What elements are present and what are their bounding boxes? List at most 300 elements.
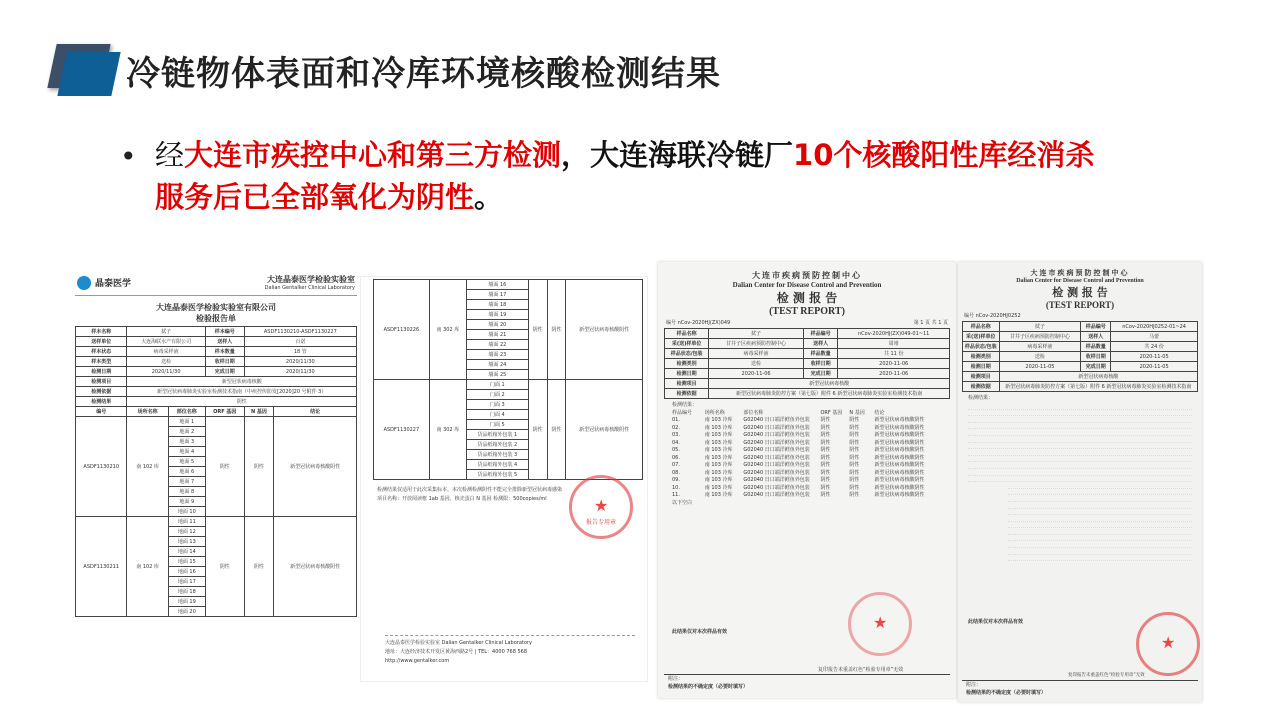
report-title: 检 测 报 告 (776, 291, 838, 305)
part: 地面 14 (168, 547, 205, 557)
report-title-en: (TEST REPORT) (1045, 300, 1115, 310)
result-cell: 10. (672, 484, 680, 491)
field-value: 百诺 (244, 337, 356, 347)
result-row (672, 440, 942, 448)
result-cell: 新型冠状病毒核酸阴性 (874, 432, 925, 438)
result-cell: 新型冠状病毒核酸阴性 (874, 424, 925, 431)
table-row (76, 357, 357, 367)
column-header: ORF 基因 (205, 407, 244, 417)
table-row (963, 332, 1198, 342)
info-table (962, 321, 1198, 392)
result-cell: 阴性 (820, 469, 831, 476)
part: 地面 7 (168, 477, 205, 487)
result-cell: 南 103 冷库 (704, 447, 733, 453)
table-cell: 检测依据 (76, 387, 127, 397)
result-row-blurred (968, 423, 1192, 430)
field-value: 甘井子区疾病预防控制中心 (709, 339, 804, 349)
field-value: 2020/11/30 (127, 367, 205, 377)
field-label: 检测日期 (665, 369, 709, 379)
result-row (672, 477, 942, 485)
sample-id: ASDF1130226 (374, 280, 430, 380)
table-row (665, 329, 950, 339)
result-cell: G02040 日口端洋鳕鱼外包装 (743, 439, 810, 446)
stamp-seal (1136, 612, 1200, 676)
conclusion: 新型冠状病毒核酸阴性 (566, 280, 643, 380)
field-label: 送样人 (205, 337, 244, 347)
orf-result: 阴性 (205, 417, 244, 517)
brand-name: 晶泰医学 (95, 279, 132, 289)
field-label: 样品状态/包装 (963, 342, 1000, 352)
result-cell: 05. (672, 447, 680, 453)
table-row (963, 362, 1198, 372)
n-result: 阴性 (244, 417, 274, 517)
report-cdc-049 (658, 262, 956, 698)
field-label: 样品名称 (963, 322, 1000, 332)
result-cell: 新型冠状病毒核酸阴性 (874, 469, 925, 476)
result-row-blurred (1008, 509, 1192, 516)
table-cell: 检测依据 (665, 389, 709, 399)
sample-id: ASDF1130227 (374, 380, 430, 480)
part: 地面 6 (168, 467, 205, 477)
remark: 附注： (668, 676, 684, 682)
result-cell: 新型冠状病毒核酸阴性 (874, 447, 925, 453)
part: 地面 1 (168, 417, 205, 427)
result-cell: 阴性 (820, 424, 831, 431)
field-value: 共 11 份 (838, 349, 950, 359)
result-cell: G02040 日口端洋鳕鱼外包装 (743, 424, 810, 431)
org-name-cn: 大连市疾病预防控制中心 (1030, 269, 1130, 277)
highlight-text: 大连市疾控中心和第三方检测 (184, 138, 562, 172)
report-title-en: (TEST REPORT) (769, 306, 845, 317)
result-cell: 阴性 (849, 492, 860, 498)
field-label: 样本名称 (76, 327, 127, 337)
method: 项目名称：开放阅读框 1ab 基因、核壳蛋白 N 基因 检测限：500copies/ml (377, 496, 547, 502)
part: 地面 9 (168, 497, 205, 507)
part: 货品纸箱外包装 5 (466, 470, 528, 480)
result-row-blurred (968, 416, 1192, 423)
result-cell: 09. (672, 477, 680, 483)
field-label: 样品编号 (1081, 322, 1111, 332)
table-row (76, 367, 357, 377)
field-value: 共 24 份 (1111, 342, 1198, 352)
result-row-blurred (1008, 528, 1192, 535)
table-cell: 新型冠状病毒核酸 (127, 377, 357, 387)
field-value: 周靖 (838, 339, 950, 349)
result-row (672, 470, 942, 478)
table-row (963, 382, 1198, 392)
note: 检测结果仅适用于此次采集标本。本次检测检测阴性不能完全排除新型冠状病毒感染 (377, 487, 563, 493)
result-cell: 南 103 冷库 (704, 477, 733, 483)
stamp-note: 复印报告未重盖红色“检验专用章”无效 (1068, 673, 1145, 678)
field-label: 收样日期 (1081, 352, 1111, 362)
n-result: 阴性 (547, 280, 566, 380)
table-row (76, 397, 357, 407)
column-header: 编号 (76, 407, 127, 417)
field-value: 拭子 (127, 327, 205, 337)
result-row-blurred (1008, 535, 1192, 542)
result-cell: 南 103 冷库 (704, 484, 733, 491)
table-row (76, 347, 357, 357)
result-list (968, 403, 1192, 561)
field-value: nCov-2020HJ0252-01~24 (1111, 322, 1198, 332)
field-value: 18 管 (244, 347, 356, 357)
company-name: 大连晶泰医学检验实验室有限公司 (156, 303, 276, 312)
result-row (672, 462, 942, 470)
result-cell: G02040 日口端洋鳕鱼外包装 (743, 417, 810, 423)
part: 地面 20 (168, 607, 205, 617)
result-cell: 新型冠状病毒核酸阴性 (874, 477, 925, 483)
stamp-seal (848, 592, 912, 656)
field-value: 病毒采样液 (999, 342, 1081, 352)
form-title: 检验报告单 (196, 314, 236, 323)
part: 地面 3 (168, 437, 205, 447)
column-header: N 基因 (849, 409, 865, 416)
result-row (672, 425, 942, 433)
field-label: 采(送)样单位 (963, 332, 1000, 342)
result-cell: 阴性 (849, 477, 860, 483)
result-row-blurred (968, 443, 1192, 450)
part: 门面 5 (466, 420, 528, 430)
result-cell: 阴性 (820, 484, 831, 491)
table-row (963, 352, 1198, 362)
result-cell: 南 103 冷库 (704, 469, 733, 476)
table-cell: 新型冠状病毒肺炎防控方案（第七版）附件 6 新型冠状病毒肺炎实验室检测技术指南 (999, 382, 1198, 392)
result-row-blurred (968, 462, 1192, 469)
part: 地面 4 (168, 447, 205, 457)
validity-note: 此结果仅对本次样品有效 (672, 629, 728, 635)
part: 墙面 16 (466, 280, 528, 290)
table-row (963, 372, 1198, 382)
table-row (76, 407, 357, 417)
highlight-text: 10个核酸阳性库经消杀服务后已全部氧化为阴性 (155, 138, 1095, 214)
lab-name-en: Dalian Gentalker Clinical Laboratory (264, 285, 355, 291)
result-cell: 阴性 (820, 417, 831, 423)
result-cell: 南 103 冷库 (704, 454, 733, 461)
result-cell: 03. (672, 432, 680, 438)
orf-result: 阴性 (528, 280, 547, 380)
table-row (374, 380, 643, 390)
part: 地面 5 (168, 457, 205, 467)
report-number: 编号 nCov-2020HJ(ZX)049 (666, 320, 731, 326)
result-row-blurred (1008, 548, 1192, 555)
field-value: 2020-11-05 (1111, 362, 1198, 372)
field-value: ASDF1130210-ASDF1130227 (244, 327, 356, 337)
table-row (665, 389, 950, 399)
field-label: 送样人 (803, 339, 838, 349)
result-cell: 新型冠状病毒核酸阴性 (874, 454, 925, 461)
table-row (665, 369, 950, 379)
result-label: 检测结果： (968, 395, 994, 401)
field-value: nCov-2020HJ(ZX)049-01~11 (838, 329, 950, 339)
field-value: 2020-11-06 (838, 359, 950, 369)
column-header: ORF 基因 (820, 409, 843, 416)
field-label: 样本状态 (76, 347, 127, 357)
result-row-blurred (968, 436, 1192, 443)
result-cell: 南 103 冷库 (704, 424, 733, 431)
table-row (665, 379, 950, 389)
text-part: 经 (155, 138, 185, 172)
result-cell: 阴性 (849, 432, 860, 438)
report-number: 编号 nCov-2020HJ0252 (964, 313, 1021, 319)
result-cell: 阴性 (820, 454, 831, 461)
table-cell: 检测项目 (963, 372, 1000, 382)
part: 地面 19 (168, 597, 205, 607)
result-cell: 阴性 (820, 432, 831, 438)
orf-result: 阴性 (528, 380, 547, 480)
result-row (672, 455, 942, 463)
table-row (76, 387, 357, 397)
result-row-blurred (1008, 482, 1192, 489)
place: 南 302 库 (429, 280, 466, 380)
slide-title: 冷链物体表面和冷库环境核酸检测结果 (126, 54, 721, 94)
field-value: 马蕾 (1111, 332, 1198, 342)
result-row (672, 492, 942, 500)
part: 地面 10 (168, 507, 205, 517)
n-result: 阴性 (547, 380, 566, 480)
result-row-blurred (1008, 522, 1192, 529)
result-cell: 新型冠状病毒核酸阴性 (874, 492, 925, 498)
column-header: 结论 (874, 409, 885, 416)
result-cell: 11. (672, 492, 680, 498)
part: 门面 3 (466, 400, 528, 410)
part: 墙面 25 (466, 370, 528, 380)
result-row-blurred (968, 449, 1192, 456)
field-label: 送样单位 (76, 337, 127, 347)
report-gentalker-page1 (75, 270, 357, 666)
org-name-en: Dalian Center for Disease Control and Prevention (1016, 278, 1144, 284)
field-value: 送检 (127, 357, 205, 367)
result-row-blurred (1008, 541, 1192, 548)
part: 门面 2 (466, 390, 528, 400)
orf-result: 阴性 (205, 517, 244, 617)
part: 地面 2 (168, 427, 205, 437)
text-part: ，大连海联冷链厂 (561, 138, 794, 172)
table-cell: 新型冠状病毒肺炎防控方案（第七版）附件 6 新型冠状病毒肺炎实验室检测技术指南 (709, 389, 950, 399)
field-value: 2020-11-06 (838, 369, 950, 379)
result-cell: 阴性 (849, 447, 860, 453)
table-cell: 检测项目 (665, 379, 709, 389)
table-cell: 检测依据 (963, 382, 1000, 392)
field-label: 完成日期 (205, 367, 244, 377)
result-row-blurred (968, 410, 1192, 417)
conclusion: 新型冠状病毒核酸阴性 (566, 380, 643, 480)
field-value: 拭子 (709, 329, 804, 339)
result-cell: 04. (672, 439, 680, 446)
table-row (665, 339, 950, 349)
result-row (672, 417, 942, 425)
table-cell: 阴性 (127, 397, 357, 407)
info-table (664, 328, 950, 399)
field-label: 样本类型 (76, 357, 127, 367)
result-cell: G02040 日口端洋鳕鱼外包装 (743, 462, 810, 468)
result-row-blurred (968, 403, 1192, 410)
field-label: 采(送)样单位 (665, 339, 709, 349)
validity-note: 此结果仅对本次样品有效 (968, 619, 1024, 625)
place: 南 102 库 (127, 417, 168, 517)
result-cell: 阴性 (849, 424, 860, 431)
table-row (374, 280, 643, 290)
table-row (963, 322, 1198, 332)
table-cell: 检测项目 (76, 377, 127, 387)
field-label: 检测类别 (963, 352, 1000, 362)
table-row (963, 342, 1198, 352)
result-cell: 阴性 (820, 447, 831, 453)
uncertainty: 检测结果的不确定度（必要时填写） (966, 690, 1047, 696)
field-label: 检测日期 (76, 367, 127, 377)
report-title: 检 测 报 告 (1052, 286, 1108, 299)
table-row (76, 337, 357, 347)
lab-name-cn: 大连晶泰医学检验实验室 (267, 275, 355, 284)
org-name-cn: 大连市疾病预防控制中心 (752, 271, 862, 280)
field-label: 收样日期 (803, 359, 838, 369)
result-cell: 阴性 (820, 462, 831, 468)
field-label: 样本编号 (205, 327, 244, 337)
result-cell: 新型冠状病毒核酸阴性 (874, 462, 925, 468)
part: 墙面 18 (466, 300, 528, 310)
part: 地面 18 (168, 587, 205, 597)
field-value: 2020-11-05 (1111, 352, 1198, 362)
column-header: 部位名称 (168, 407, 205, 417)
part: 地面 16 (168, 567, 205, 577)
sample-id: ASDF1130211 (76, 517, 127, 617)
result-cell: 南 103 冷库 (704, 417, 733, 423)
result-cell: 新型冠状病毒核酸阴性 (874, 439, 925, 446)
sample-id: ASDF1130210 (76, 417, 127, 517)
result-cell: 阴性 (849, 417, 860, 423)
footer-lab: 大连晶泰医学检验实验室 Dalian Gentalker Clinical Laboratory (385, 640, 532, 646)
table-row (76, 327, 357, 337)
table-cell: 新型冠状病毒核酸 (709, 379, 950, 389)
part: 地面 12 (168, 527, 205, 537)
result-cell: 阴性 (849, 462, 860, 468)
result-row-blurred (968, 476, 1192, 483)
field-label: 样品数量 (803, 349, 838, 359)
part: 货品纸箱外包装 3 (466, 450, 528, 460)
column-header: 场所名称 (127, 407, 168, 417)
field-label: 完成日期 (1081, 362, 1111, 372)
result-row-blurred (968, 456, 1192, 463)
text-part: 。 (474, 180, 504, 214)
part: 墙面 17 (466, 290, 528, 300)
place: 南 102 库 (127, 517, 168, 617)
title-decoration-front (57, 52, 120, 96)
field-value: 甘井子区疾病预防控制中心 (999, 332, 1081, 342)
org-name-en: Dalian Center for Disease Control and Prevention (732, 281, 882, 289)
part: 地面 17 (168, 577, 205, 587)
result-row-blurred (968, 429, 1192, 436)
table-cell: 检测结果 (76, 397, 127, 407)
page-info: 第 1 页 共 1 页 (913, 320, 948, 326)
field-value: 2020/11/30 (244, 357, 356, 367)
result-cell: 阴性 (849, 469, 860, 476)
result-row-blurred (1008, 495, 1192, 502)
result-cell: 阴性 (849, 484, 860, 491)
result-cell: 新型冠状病毒核酸阴性 (874, 417, 925, 423)
result-cell: G02040 日口端洋鳕鱼外包装 (743, 454, 810, 461)
conclusion: 新型冠状病毒核酸阴性 (274, 417, 357, 517)
result-cell: G02040 日口端洋鳕鱼外包装 (743, 469, 810, 476)
part: 墙面 23 (466, 350, 528, 360)
n-result: 阴性 (244, 517, 274, 617)
result-cell: 南 103 冷库 (704, 492, 733, 498)
result-cell: G02040 日口端洋鳕鱼外包装 (743, 477, 810, 483)
field-label: 检测类别 (665, 359, 709, 369)
field-label: 收样日期 (205, 357, 244, 367)
part: 货品纸箱外包装 1 (466, 430, 528, 440)
result-cell: 阴性 (820, 492, 831, 498)
stamp-text: ★ 报告专用章 (585, 519, 616, 526)
field-value: 2020-11-06 (709, 369, 804, 379)
result-row (672, 485, 942, 493)
result-row-blurred (1008, 502, 1192, 509)
report-table (75, 326, 357, 617)
result-cell: 02. (672, 424, 680, 431)
column-header: 结论 (274, 407, 357, 417)
bullet-icon: • (120, 140, 137, 173)
result-cell: 06. (672, 454, 680, 461)
part: 墙面 21 (466, 330, 528, 340)
result-cell: 08. (672, 469, 680, 476)
result-row-blurred (1008, 515, 1192, 522)
field-label: 样品数量 (1081, 342, 1111, 352)
remark: 附注： (966, 682, 982, 688)
field-value: 2020/11/30 (244, 367, 356, 377)
footer-url: http://www.gentalker.com (385, 658, 450, 664)
column-header: N 基因 (244, 407, 274, 417)
gentalker-logo-icon (77, 276, 91, 290)
result-cell: G02040 日口端洋鳕鱼外包装 (743, 492, 810, 498)
result-label: 检测结果： (672, 402, 698, 408)
result-cell: 阴性 (820, 439, 831, 446)
result-cell: 01. (672, 417, 680, 423)
result-cell: 阴性 (849, 454, 860, 461)
part: 墙面 19 (466, 310, 528, 320)
column-header: 部位名称 (743, 409, 764, 416)
field-label: 送样人 (1081, 332, 1111, 342)
result-row-blurred (1008, 489, 1192, 496)
table-row (665, 359, 950, 369)
place: 南 302 库 (429, 380, 466, 480)
result-cell: 阴性 (849, 439, 860, 446)
field-label: 样本数量 (205, 347, 244, 357)
stamp-note: 复印报告未重盖红色“检验专用章”无效 (818, 667, 904, 673)
table-cell: 新型冠状病毒核酸 (999, 372, 1198, 382)
part: 货品纸箱外包装 4 (466, 460, 528, 470)
field-value: 病毒采样液 (127, 347, 205, 357)
result-row (672, 432, 942, 440)
table-cell: 新型冠状病毒肺炎实验室检测技术指南（中疾控传防发[2020]20 号附件 3） (127, 387, 357, 397)
result-cell: G02040 日口端洋鳕鱼外包装 (743, 447, 810, 453)
result-row-blurred (968, 469, 1192, 476)
result-cell: 南 103 冷库 (704, 439, 733, 446)
result-cell: 新型冠状病毒核酸阴性 (874, 484, 925, 491)
column-header: 样品编号 (672, 409, 693, 416)
part: 货品纸箱外包装 2 (466, 440, 528, 450)
result-cell: 南 103 冷库 (704, 432, 733, 438)
result-cell: 阴性 (820, 477, 831, 483)
report-cdc-0252 (958, 262, 1202, 702)
part: 地面 11 (168, 517, 205, 527)
part: 地面 15 (168, 557, 205, 567)
part: 地面 13 (168, 537, 205, 547)
result-cell: G02040 日口端洋鳕鱼外包装 (743, 432, 810, 438)
result-cell: 南 103 冷库 (704, 462, 733, 468)
report-gentalker-page2 (360, 276, 648, 682)
field-label: 完成日期 (803, 369, 838, 379)
footer-address: 地址：大连经济技术开发区黄海西路2号 | TEL：4000 768 568 (385, 649, 528, 655)
field-value: 送检 (709, 359, 804, 369)
part: 门面 1 (466, 380, 528, 390)
